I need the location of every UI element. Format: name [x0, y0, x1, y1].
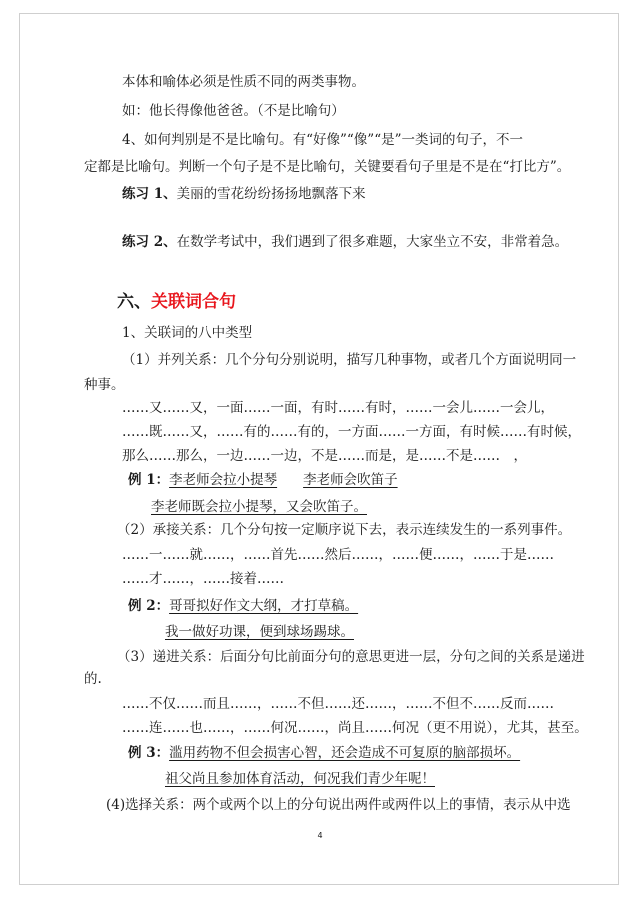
text-line: ……一……就……，……首先……然后……，……便……，……于是……	[122, 547, 554, 563]
text-line: ……才……，……接着……	[122, 571, 284, 587]
example-sentence: 滥用药物不但会损害心智，还会造成不可复原的脑部损坏。	[169, 745, 521, 761]
example-sentence: 李老师会拉小提琴	[169, 472, 278, 488]
page-number: 4	[317, 831, 323, 840]
text-line: (4)选择关系：两个或两个以上的分句说出两件或两件以上的事情，表示从中选	[106, 797, 571, 813]
example-sentence: 李老师既会拉小提琴，又会吹笛子。	[151, 499, 367, 515]
example-3	[128, 743, 520, 763]
text-line: 本体和喻体必须是性质不同的两类事物。	[122, 74, 365, 90]
section-number: 六、	[117, 292, 151, 312]
text-line: ……既……又，……有的……有的，一方面……一方面，有时候……有时候，	[122, 424, 581, 440]
text-line: 种事。	[84, 377, 125, 393]
exercise-2	[122, 232, 568, 252]
exercise-label: 练习 2、	[122, 234, 177, 250]
text-line: 4、如何判别是不是比喻句。有“好像”“像”“是”一类词的句子，不一	[122, 132, 523, 148]
text-line: 定都是比喻句。判断一个句子是不是比喻句，关键要看句子里是不是在“打比方”。	[84, 159, 571, 175]
example-sentence: 祖父尚且参加体育活动，何况我们青少年呢！	[165, 771, 435, 787]
exercise-text: 美丽的雪花纷纷扬扬地飘落下来	[176, 186, 366, 202]
text-line: 的.	[84, 671, 102, 687]
text-line: （2）承接关系：几个分句按一定顺序说下去，表示连续发生的一系列事件。	[117, 522, 572, 538]
text-line: ……不仅……而且……，……不但……还……，……不但不……反而……	[122, 696, 554, 712]
example-sentence: 我一做好功课，便到球场踢球。	[165, 624, 354, 640]
example-label: 例 3：	[128, 745, 170, 761]
example-sentence: 李老师会吹笛子	[303, 472, 398, 488]
text-line: 那么……那么，一边……一边，不是……而是，是……不是…… ，	[122, 448, 527, 464]
example-label: 例 2：	[128, 598, 170, 614]
text-line: 1、关联词的八中类型	[122, 325, 253, 341]
exercise-text: 在数学考试中，我们遇到了很多难题，大家坐立不安，非常着急。	[176, 234, 569, 250]
example-2	[128, 596, 358, 616]
example-label: 例 1：	[128, 472, 170, 488]
text-line: ……又……又，一面……一面，有时……有时，……一会儿……一会儿，	[122, 400, 554, 416]
example-1	[128, 470, 398, 490]
text-line: 如：他长得像他爸爸。（不是比喻句）	[122, 103, 345, 119]
text-line: （3）递进关系：后面分句比前面分句的意思更进一层，分句之间的关系是递进	[117, 649, 585, 665]
exercise-1	[122, 184, 366, 204]
section-title: 关联词合句	[151, 292, 236, 312]
section-heading	[117, 290, 236, 314]
exercise-label: 练习 1、	[122, 186, 177, 202]
text-line: （1）并列关系：几个分句分别说明，描写几种事物，或者几个方面说明同一	[122, 352, 577, 368]
text-line: ……连……也……，……何况……，尚且……何况（更不用说），尤其，甚至。	[122, 720, 588, 736]
example-sentence: 哥哥拟好作文大纲，才打草稿。	[169, 598, 359, 614]
